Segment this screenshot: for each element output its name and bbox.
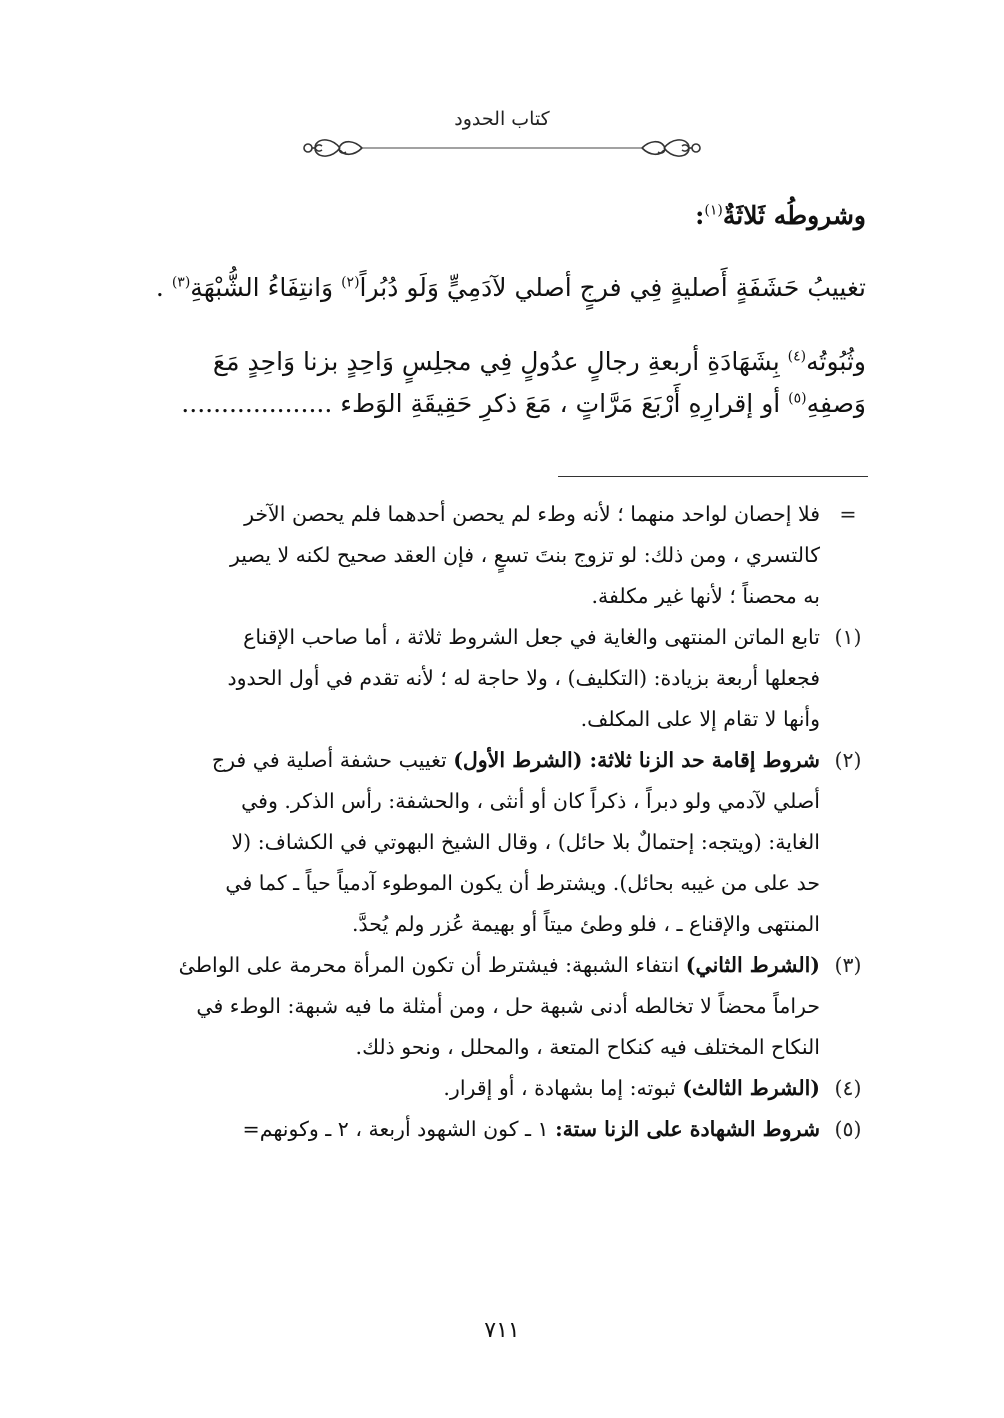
- footnote-line: حد على من غيبه بحائل). ويشترط أن يكون الموطوء آدمياً حياً ـ كما في: [225, 871, 820, 895]
- footnote-line: [132, 740, 820, 781]
- footnote-line: النكاح المختلف فيه كنكاح المتعة ، والمحلل ، ونحو ذلك.: [355, 1035, 820, 1059]
- footnote-number: (٤): [834, 1076, 862, 1100]
- footnote-line: حراماً محضاً لا تخالطه أدنى شبهة حل ، ومن أمثلة ما فيه شبهة: الوطء في: [196, 994, 820, 1018]
- main-line-3: [138, 384, 866, 424]
- footnote-bold-text: (الشرط الثالث): [682, 1076, 820, 1100]
- text-segment: .: [155, 273, 172, 302]
- heading-text: وشروطُه ثَلاثَةٌ: [722, 201, 866, 230]
- footnote-5: [132, 1109, 868, 1150]
- text-segment: انتفاء الشبهة: فيشترط أن تكون المرأة محرمة على الواطئ: [178, 953, 686, 977]
- footnote-line: [132, 945, 820, 986]
- footnote-line: الغاية: (ويتجه: إحتمالٌ بلا حائل) ، وقال الشيخ البهوتي في الكشاف: (لا: [231, 830, 820, 854]
- main-paragraph-2: [138, 342, 866, 424]
- footnote-line: أصلي لآدمي ولو دبراً ، ذكراً كان أو أنثى ، والحشفة: رأس الذكر. وفي: [241, 789, 820, 813]
- header-title: كتاب الحدود: [454, 108, 550, 130]
- section-heading: [138, 196, 866, 236]
- footnote-ref-4: (٤): [787, 348, 807, 365]
- text-segment: وَصفِهِ: [806, 389, 866, 418]
- footnote-bold-text: شروط الشهادة على الزنا ستة:: [555, 1117, 820, 1141]
- footnote-1: [132, 617, 868, 740]
- footnote-line: [132, 1068, 820, 1109]
- footnote-number: (١): [834, 625, 862, 649]
- footnote-line: [132, 1109, 820, 1150]
- text-segment: ثبوته: إما بشهادة ، أو إقرار.: [443, 1076, 683, 1100]
- main-text: [138, 196, 866, 236]
- footnote-ref-1: (١): [704, 202, 723, 219]
- text-segment: وثُبُوتُه: [806, 347, 866, 376]
- footnote-ref-3: (٣): [171, 274, 191, 291]
- header-ornament-divider: [300, 134, 704, 162]
- main-line-1: [138, 268, 866, 308]
- main-line-2: [138, 342, 866, 382]
- footnote-line: به محصناً ؛ لأنها غير مكلفة.: [591, 584, 820, 608]
- footnote-ref-5: (٥): [788, 390, 807, 407]
- footnote-number: (٥): [834, 1117, 862, 1141]
- footnote-line: تابع الماتن المنتهى والغاية في جعل الشروط ثلاثة ، أما صاحب الإقناع: [243, 625, 820, 649]
- footnote-number: (٢): [834, 748, 862, 772]
- footnote-4: [132, 1068, 868, 1109]
- footnote-bold-text: (الشرط الثاني): [685, 953, 820, 977]
- page-header: [0, 108, 1004, 168]
- text-segment: وَانتِفَاءُ الشُّبْهَةِ: [190, 273, 342, 302]
- footnote-bold-text: شروط إقامة حد الزنا ثلاثة: (الشرط الأول): [453, 748, 820, 772]
- footnote-3: [132, 945, 868, 1068]
- text-segment: تغييبُ حَشَفَةٍ أَصليةٍ فِي فرجٍ أصلي لآدَمِيٍّ وَلَو دُبُراً: [359, 273, 866, 302]
- heading-colon: :: [695, 201, 705, 230]
- footnote-line: كالتسري ، ومن ذلك: لو تزوج بنتَ تسعٍ ، فإن العقد صحيح لكنه لا يصير: [229, 543, 820, 567]
- footnote-line: فلا إحصان لواحد منهما ؛ لأنه وطء لم يحصن أحدهما فلم يحصن الآخر: [244, 502, 820, 526]
- footnote-ref-2: (٢): [341, 274, 360, 291]
- text-segment: أو إقرارِهِ أَرْبَعَ مَرَّاتٍ ، مَعَ ذكرِ حَقِيقَةِ الوَطء ...................: [181, 389, 789, 418]
- footnote-continuation: [132, 494, 868, 617]
- page-number: ٧١١: [484, 1318, 520, 1343]
- footnote-line: وأنها لا تقام إلا على المكلف.: [580, 707, 820, 731]
- text-segment: بِشَهَادَةِ أربعةِ رجالٍ عدُولٍ فِي مجلِسٍ وَاحِدٍ بزنا وَاحِدٍ مَعَ: [212, 347, 788, 376]
- footnotes: [132, 494, 868, 1150]
- footnote-line: فجعلها أربعة بزيادة: (التكليف) ، ولا حاجة له ؛ لأنه تقدم في أول الحدود: [227, 666, 820, 690]
- text-segment: تغييب حشفة أصلية في فرج: [211, 748, 454, 772]
- main-paragraph-1: [138, 268, 866, 308]
- continuation-marker: =: [839, 502, 857, 526]
- text-segment: ١ ـ كون الشهود أربعة ، ٢ ـ وكونهم=: [242, 1117, 556, 1141]
- footnote-separator: [558, 476, 868, 477]
- footnote-2: [132, 740, 868, 945]
- footnote-number: (٣): [834, 953, 862, 977]
- footnote-line: المنتهى والإقناع ـ ، فلو وطئ ميتاً أو بهيمة عُزر ولم يُحدَّ.: [351, 912, 820, 936]
